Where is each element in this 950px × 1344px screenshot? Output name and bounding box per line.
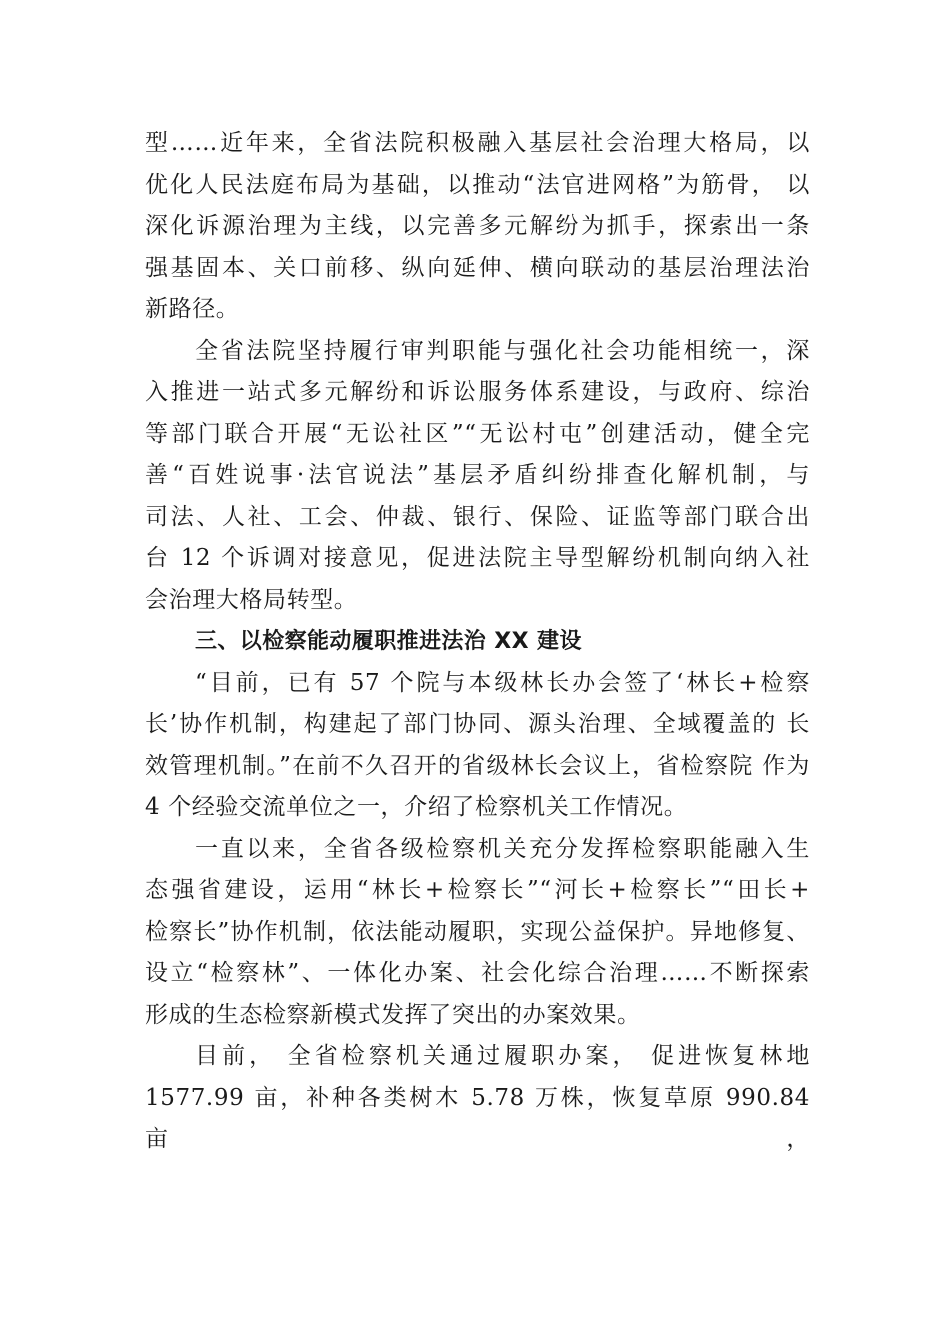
document-body (145, 123, 810, 1152)
text-line: 态强省建设，运用“林长+检察长”“河长+检察长”“田长+ (145, 877, 810, 903)
text-line: 4 个经验交流单位之一，介绍了检察机关工作情况。 (145, 794, 688, 820)
text-line: 会治理大格局转型。 (145, 586, 358, 613)
text-line: 全省法院坚持履行审判职能与强化社会功能相统一，深 (195, 337, 810, 364)
text-line: 强基固本、关口前移、纵向延伸、横向联动的基层治理法治 (145, 254, 810, 281)
text-line: 台 12 个诉调对接意见，促进法院主导型解纷机制向纳入社 (145, 545, 810, 571)
text-line: 等部门联合开展“无讼社区”“无讼村屯”创建活动，健全完 (145, 420, 810, 447)
text-line: 入推进一站式多元解纷和诉讼服务体系建设，与政府、综治 (145, 379, 810, 405)
text-line: 检察长”协作机制，依法能动履职，实现公益保护。异地修复、 (145, 918, 810, 945)
text-line: 目前， 全省检察机关通过履职办案， 促进恢复林地 (195, 1043, 810, 1069)
text-line: 深化诉源治理为主线，以完善多元解纷为抓手，探索出一条 (145, 213, 810, 239)
paragraph-1 (145, 123, 810, 331)
text-line: 新路径。 (145, 296, 240, 322)
paragraph-2 (145, 331, 810, 622)
text-line: 一直以来，全省各级检察机关充分发挥检察职能融入生 (195, 835, 810, 862)
text-line: 1577.99 亩，补种各类树木 5.78 万株，恢复草原 990.84 亩， (145, 1084, 810, 1152)
paragraph-3 (145, 663, 810, 829)
text-line: “目前，已有 57 个院与本级林长办会签了‘林长+检察 (195, 669, 810, 696)
text-line: 效管理机制。”在前不久召开的省级林长会议上，省检察院 作为 (145, 752, 810, 779)
text-line: 善“百姓说事·法官说法”基层矛盾纠纷排查化解机制，与 (145, 462, 810, 488)
section-heading-text: 三、以检察能动履职推进法治 XX 建设 (195, 629, 582, 654)
text-line: 设立“检察林”、一体化办案、社会化综合治理……不断探索 (145, 960, 810, 986)
text-line: 长’协作机制，构建起了部门协同、源头治理、全域覆盖的 长 (145, 711, 810, 737)
section-heading (145, 621, 810, 663)
paragraph-5 (145, 1036, 810, 1152)
text-line: 形成的生态检察新模式发挥了突出的办案效果。 (145, 1001, 641, 1028)
paragraph-4 (145, 829, 810, 1037)
text-line: 司法、人社、工会、仲裁、银行、保险、证监等部门联合出 (145, 503, 810, 530)
text-line: 型……近年来，全省法院积极融入基层社会治理大格局，以 (145, 130, 810, 156)
text-line: 优化人民法庭布局为基础，以推动“法官进网格”为筋骨， 以 (145, 171, 810, 198)
